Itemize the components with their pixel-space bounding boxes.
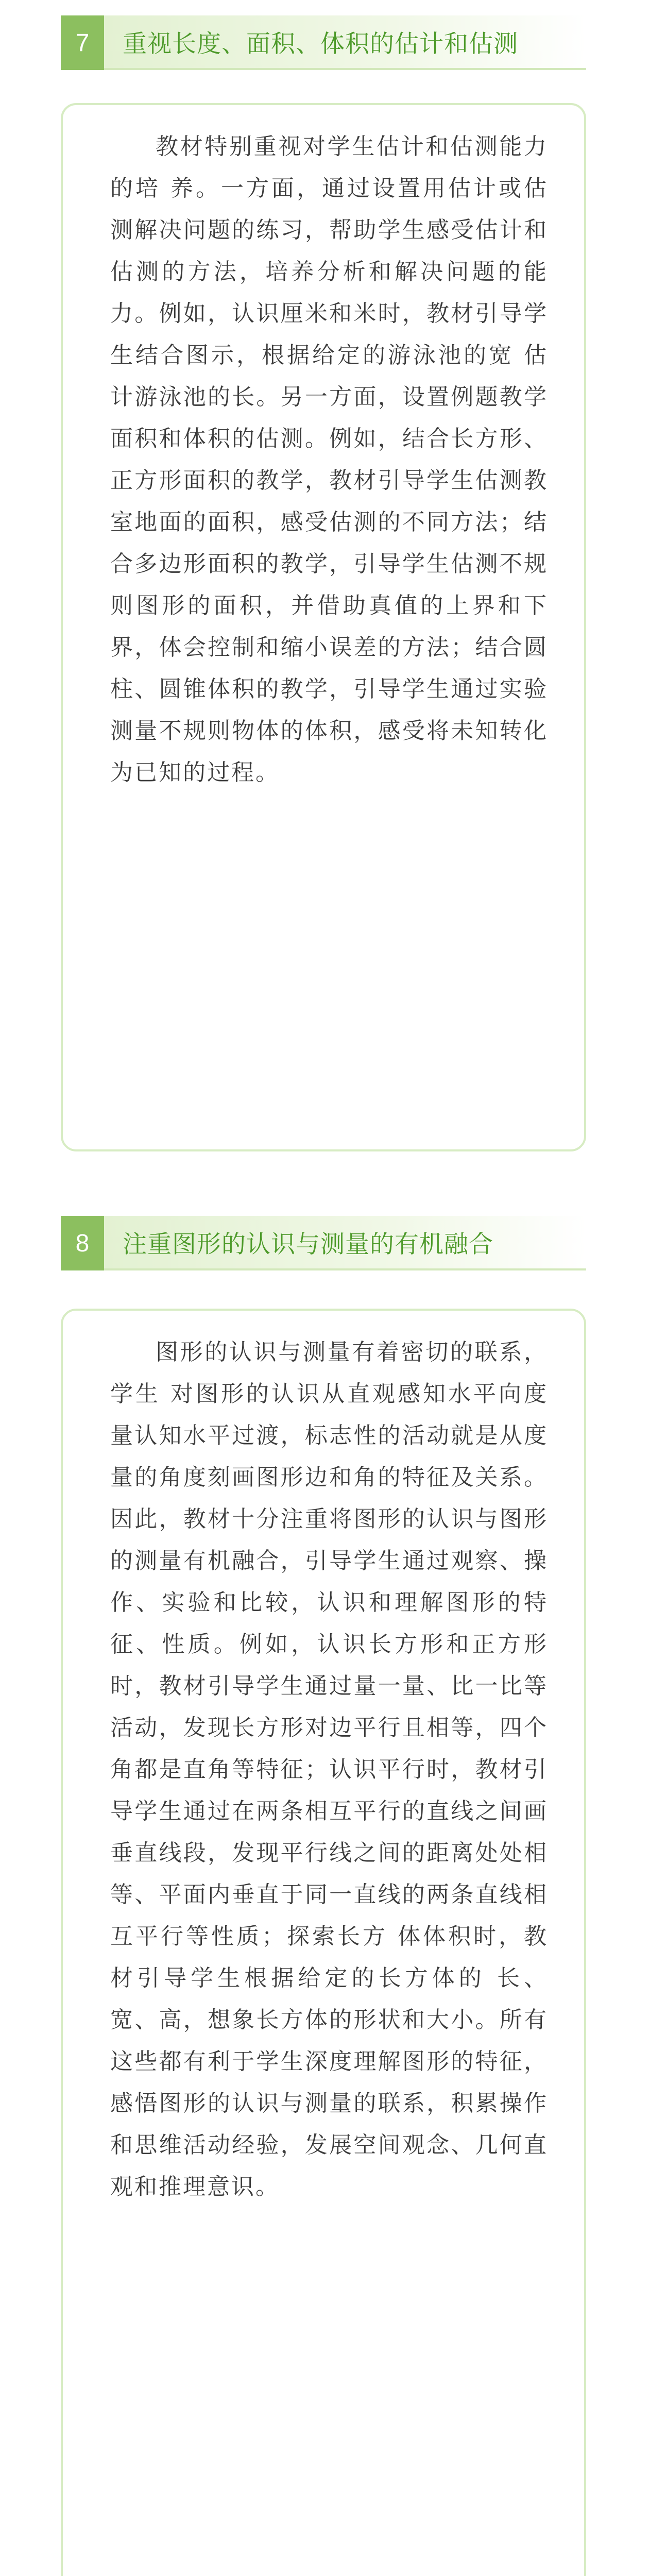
section-7-header bbox=[61, 15, 586, 70]
section-8-number: 8 bbox=[61, 1216, 104, 1270]
section-7-number: 7 bbox=[61, 15, 104, 70]
section-8-body: 图形的认识与测量有着密切的联系，学生 对图形的认识从直观感知水平向度量认知水平过渡，标志性的活动就是从度量的角度刻画图形边和角的特征及关系。因此，教材十分注重将图形的认识与图形的测量有机融合，引导学生通过观察、操作、实验和比较，认识和理解图形的特征、性质。例如，认识长方形和正方形时，教材引导学生通过量一量、比一比等活动，发现长方形对边平行且相等，四个角都是直角等特征；认识平行时，教材引导学生通过在两条相互平行的直线之间画垂直线段，发现平行线之间的距离处处相等、平面内垂直于同一直线的两条直线相互平行等性质；探索长方 体体积时，教材引导学生根据给定的长方体的 长、宽、高，想象长方体的形状和大小。所有这些都有利于学生深度理解图形的特征，感悟图形的认识与测量的联系，积累操作和思维活动经验，发展空间观念、几何直观和推理意识。 bbox=[110, 1339, 548, 2200]
section-7-body: 教材特别重视对学生估计和估测能力的培 养。一方面，通过设置用估计或估测解决问题的练习，帮助学生感受估计和估测的方法，培养分析和解决问题的能力。例如，认识厘米和米时，教材引导学生结合图示，根据给定的游泳池的宽 估计游泳池的长。另一方面，设置例题教学面积和体积的估测。例如，结合长方形、正方形面积的教学，教材引导学生估测教室地面的面积，感受估测的不同方法；结合多边形面积的教学，引导学生估测不规则图形的面积，并借助真值的上界和下界，体会控制和缩小误差的方法；结合圆 柱、圆锥体积的教学，引导学生通过实验测量不规则物体的体积，感受将未知转化为已知的过程。 bbox=[110, 133, 548, 786]
section-8-card bbox=[61, 1309, 586, 2576]
section-7-title: 重视长度、面积、体积的估计和估测 bbox=[123, 29, 518, 58]
section-8-title-bar bbox=[104, 1216, 586, 1270]
section-7-title-bar bbox=[104, 15, 586, 70]
section-7-card bbox=[61, 103, 586, 1151]
section-8-title: 注重图形的认识与测量的有机融合 bbox=[123, 1230, 493, 1259]
section-8-header bbox=[61, 1216, 586, 1270]
